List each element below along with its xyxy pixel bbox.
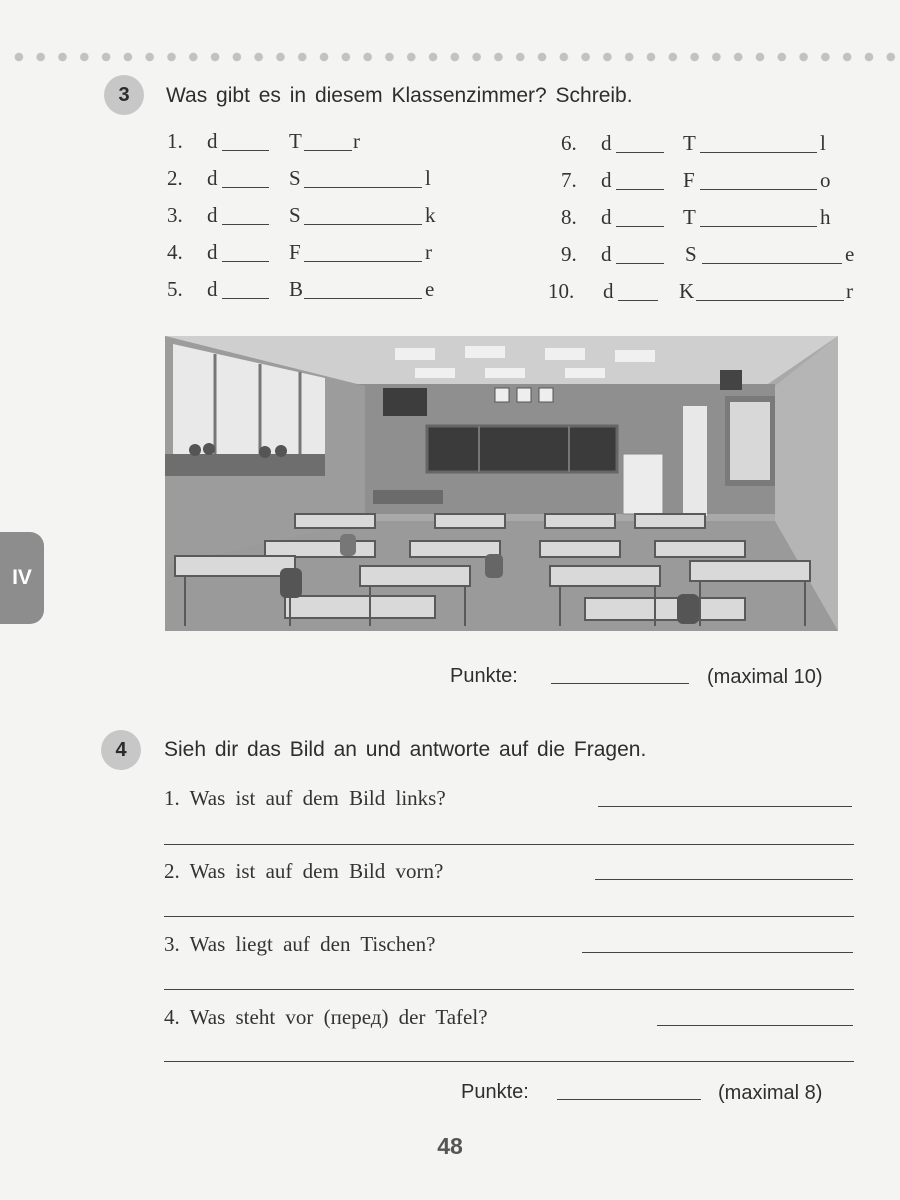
article-start: d: [207, 203, 218, 227]
article-start: d: [207, 129, 218, 153]
task-3-points-max: (maximal 10): [707, 666, 823, 688]
dotted-divider: [8, 50, 898, 64]
question-1: 1. Was ist auf dem Bild links?: [164, 786, 446, 810]
word-item-5: [167, 277, 447, 307]
item-number: 2.: [167, 166, 183, 190]
item-number: 10.: [548, 279, 575, 303]
word-blank[interactable]: [700, 189, 817, 190]
item-number: 4.: [167, 240, 183, 264]
word-item-8: [561, 205, 861, 235]
word-end: r: [353, 129, 360, 153]
article-blank[interactable]: [222, 298, 269, 299]
article-blank[interactable]: [222, 150, 269, 151]
word-blank[interactable]: [702, 263, 842, 264]
item-number: 5.: [167, 277, 183, 301]
article-start: d: [601, 242, 612, 266]
word-blank[interactable]: [304, 298, 422, 299]
article-blank[interactable]: [222, 261, 269, 262]
word-end: l: [425, 166, 431, 190]
word-end: h: [820, 205, 831, 229]
answer-2-line-a[interactable]: [595, 879, 853, 880]
word-item-9: [561, 242, 861, 272]
article-start: d: [207, 166, 218, 190]
article-blank[interactable]: [222, 187, 269, 188]
word-end: r: [425, 240, 432, 264]
article-start: d: [601, 168, 612, 192]
word-item-3: [167, 203, 447, 233]
question-4: 4. Was steht vor (перед) der Tafel?: [164, 1005, 488, 1029]
task-4-points-blank[interactable]: [557, 1099, 701, 1100]
word-start: K: [679, 279, 695, 303]
word-blank[interactable]: [304, 224, 422, 225]
item-number: 9.: [561, 242, 577, 266]
word-item-1: [167, 129, 447, 159]
task-4-points-max: (maximal 8): [718, 1082, 823, 1104]
word-blank[interactable]: [304, 150, 352, 151]
word-end: o: [820, 168, 831, 192]
word-start: S: [289, 166, 301, 190]
word-start: S: [289, 203, 301, 227]
article-start: d: [601, 205, 612, 229]
task-3-number: 3: [104, 75, 144, 115]
task-4-instruction: Sieh dir das Bild an und antworte auf die Fragen.: [164, 738, 647, 761]
word-end: e: [425, 277, 435, 301]
word-item-2: [167, 166, 447, 196]
item-number: 6.: [561, 131, 577, 155]
article-blank[interactable]: [616, 189, 664, 190]
task-4-points-label: Punkte:: [461, 1081, 529, 1103]
answer-1-line-a[interactable]: [598, 806, 852, 807]
article-blank[interactable]: [616, 152, 664, 153]
item-number: 8.: [561, 205, 577, 229]
word-start: S: [685, 242, 697, 266]
word-start: F: [289, 240, 301, 264]
word-start: T: [683, 205, 696, 229]
article-start: d: [603, 279, 614, 303]
article-blank[interactable]: [222, 224, 269, 225]
word-item-7: [561, 168, 861, 198]
article-start: d: [601, 131, 612, 155]
article-start: d: [207, 277, 218, 301]
question-2: 2. Was ist auf dem Bild vorn?: [164, 859, 444, 883]
word-start: F: [683, 168, 695, 192]
item-number: 3.: [167, 203, 183, 227]
answer-2-line-b[interactable]: [164, 916, 854, 917]
word-start: T: [683, 131, 696, 155]
page-number: 48: [437, 1133, 463, 1159]
answer-3-line-a[interactable]: [582, 952, 853, 953]
word-item-4: [167, 240, 447, 270]
task-3-points-label: Punkte:: [450, 665, 518, 687]
item-number: 7.: [561, 168, 577, 192]
word-end: r: [846, 279, 853, 303]
word-end: k: [425, 203, 436, 227]
item-number: 1.: [167, 129, 183, 153]
word-blank[interactable]: [304, 261, 422, 262]
question-3: 3. Was liegt auf den Tischen?: [164, 932, 436, 956]
answer-1-line-b[interactable]: [164, 844, 854, 845]
word-start: B: [289, 277, 304, 301]
word-start: T: [289, 129, 302, 153]
word-item-10: [548, 279, 868, 309]
article-blank[interactable]: [616, 226, 664, 227]
chapter-tab: IV: [0, 532, 44, 624]
task-4-number: 4: [101, 730, 141, 770]
word-end: l: [820, 131, 826, 155]
answer-4-line-b[interactable]: [164, 1061, 854, 1062]
word-blank[interactable]: [700, 152, 817, 153]
word-end: e: [845, 242, 855, 266]
article-start: d: [207, 240, 218, 264]
classroom-illustration: [165, 336, 838, 631]
word-item-6: [561, 131, 861, 161]
article-blank[interactable]: [618, 300, 658, 301]
task-3-instruction: Was gibt es in diesem Klassenzimmer? Schreib.: [166, 84, 633, 107]
task-3-points-blank[interactable]: [551, 683, 689, 684]
article-blank[interactable]: [616, 263, 664, 264]
answer-3-line-b[interactable]: [164, 989, 854, 990]
word-blank[interactable]: [700, 226, 817, 227]
answer-4-line-a[interactable]: [657, 1025, 853, 1026]
word-blank[interactable]: [304, 187, 422, 188]
word-blank[interactable]: [696, 300, 844, 301]
